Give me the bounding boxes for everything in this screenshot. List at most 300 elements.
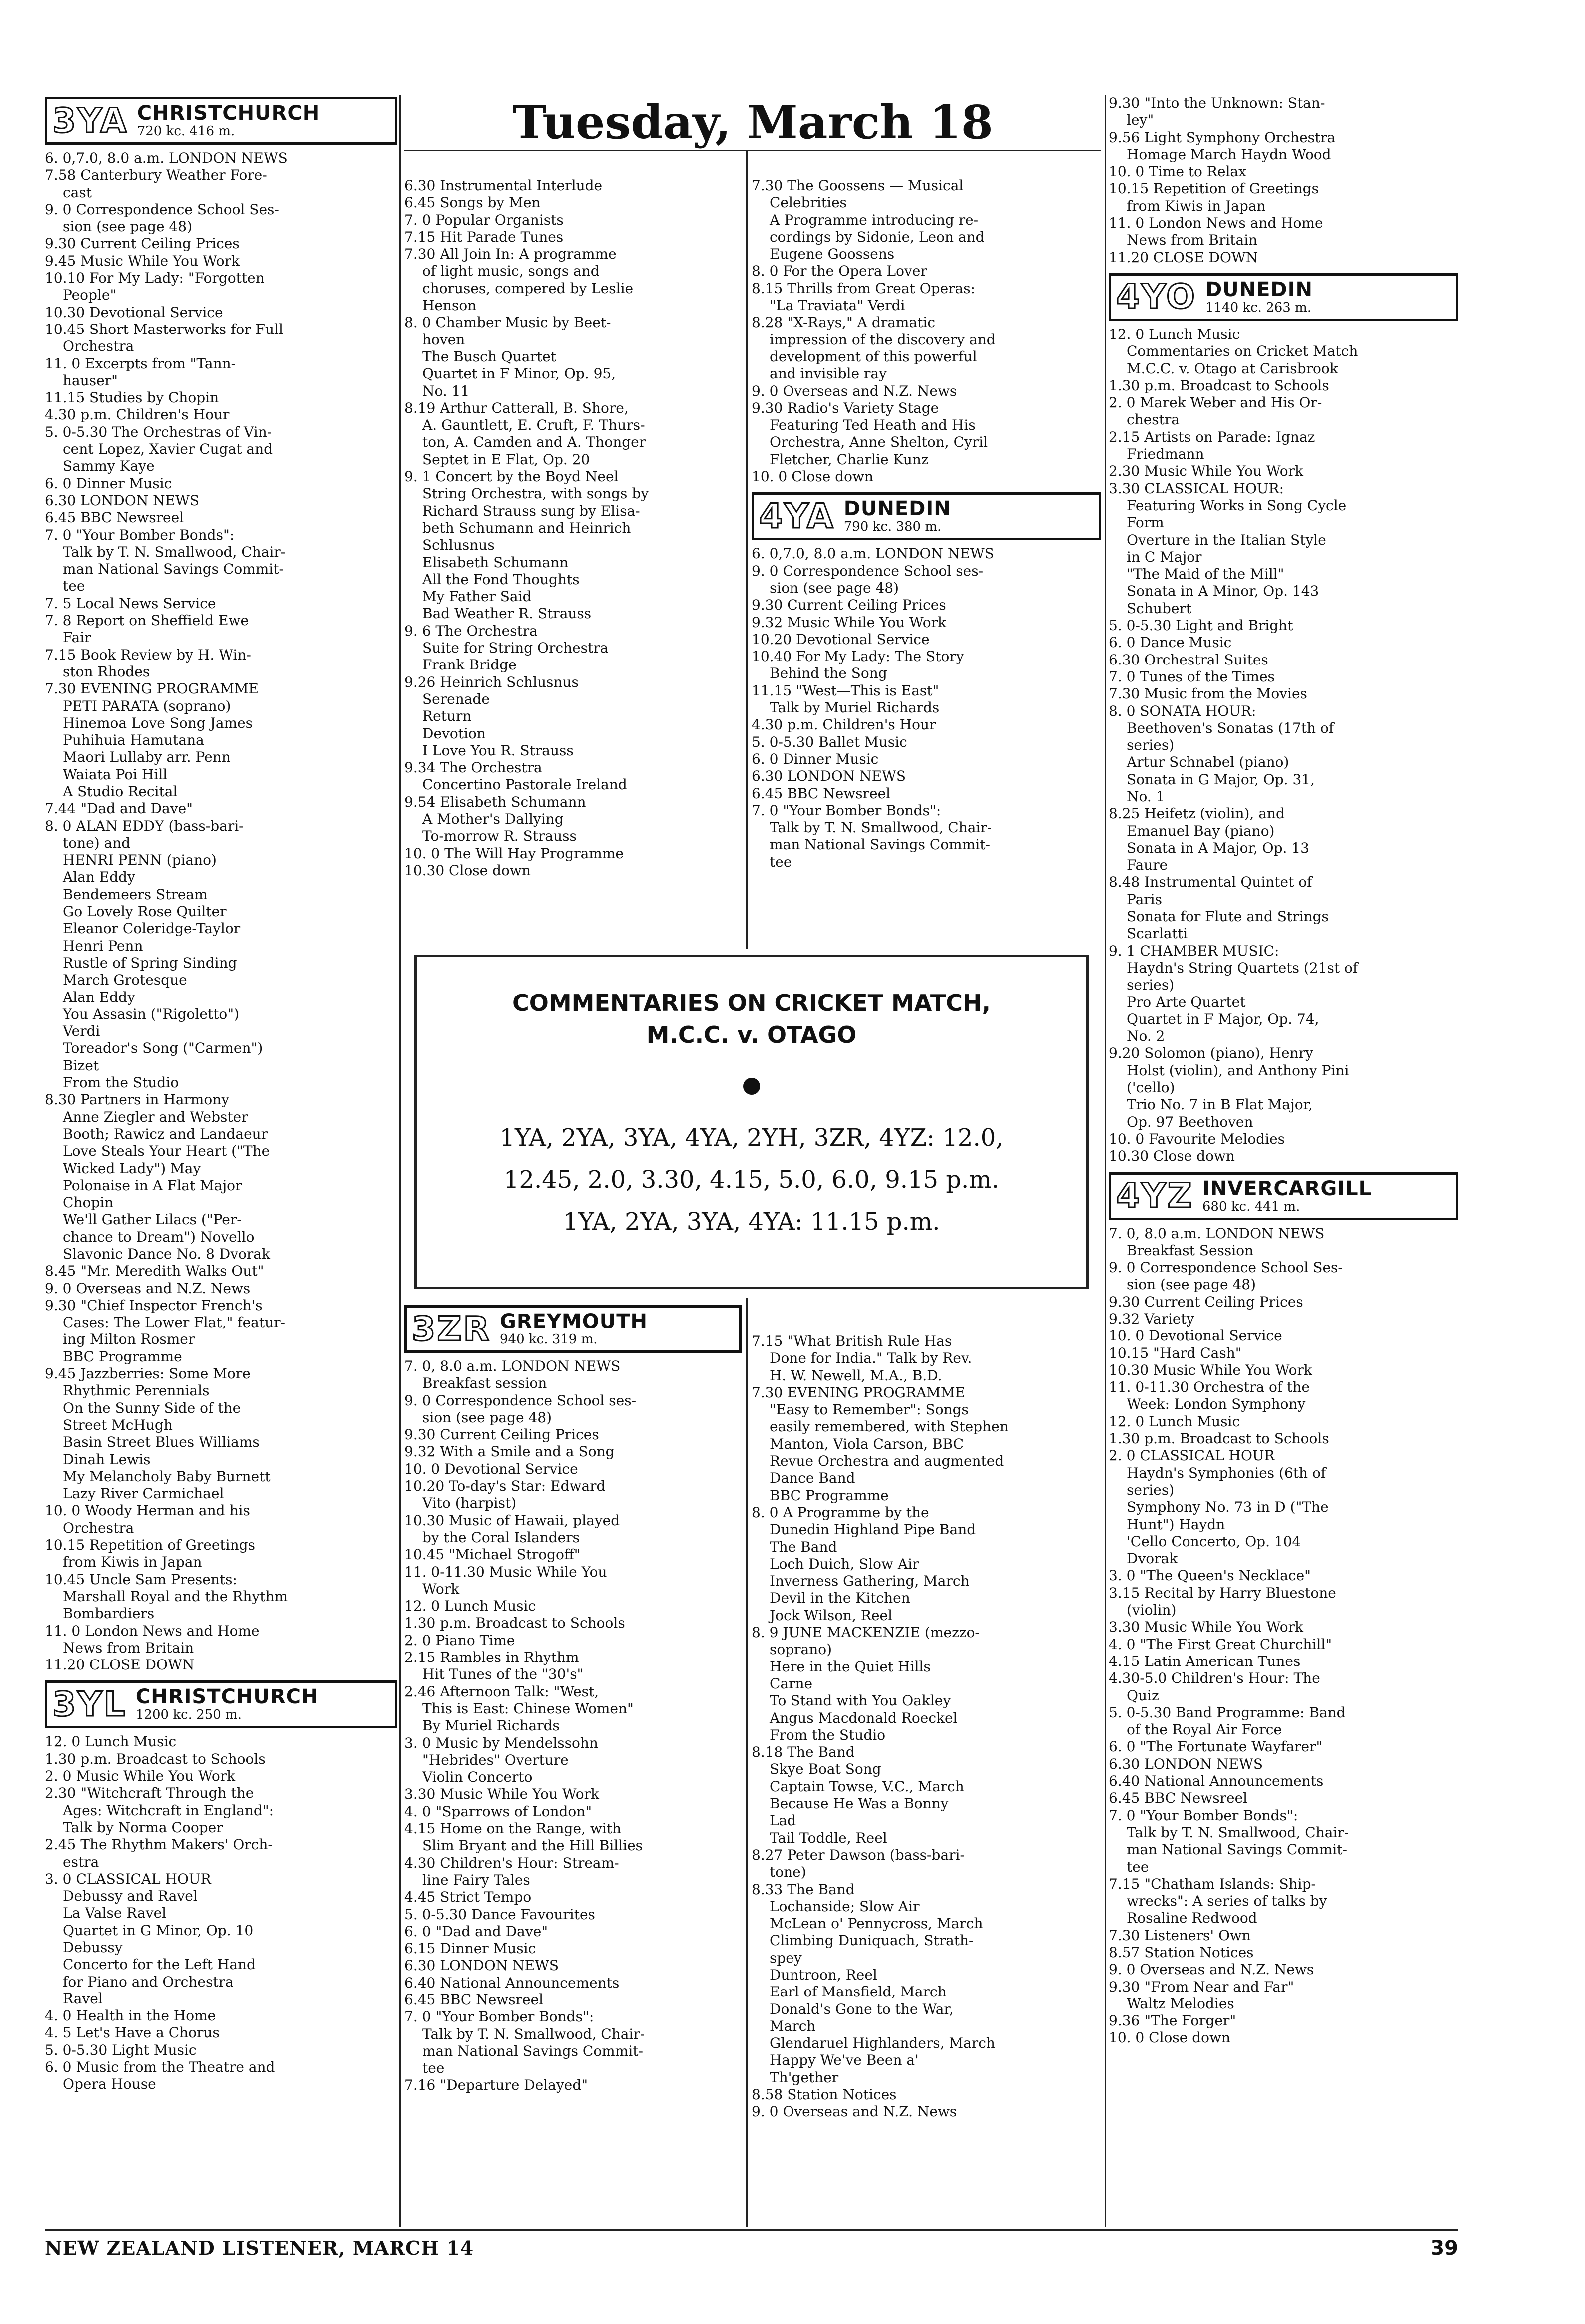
programme-line: 6. 0 Music from the Theatre and [45, 2059, 275, 2076]
station-frequency: 1140 kc. 263 m. [1205, 300, 1312, 315]
station-logo: 3YA [52, 101, 128, 141]
programme-line: 9. 0 Correspondence School ses- [404, 1392, 637, 1409]
programme-line: Debussy [63, 1939, 123, 1956]
programme-line: March Grotesque [63, 972, 187, 989]
station-frequency: 940 kc. 319 m. [499, 1332, 598, 1347]
programme-line: My Melancholy Baby Burnett [63, 1468, 271, 1485]
programme-line: A Mother's Dallying [422, 810, 564, 827]
programme-line: Angus Macdonald Roeckel [770, 1709, 958, 1726]
programme-line: 8. 0 Chamber Music by Beet- [404, 314, 611, 331]
programme-line: Jock Wilson, Reel [770, 1607, 893, 1624]
programme-line: You Assasin ("Rigoletto") [63, 1005, 240, 1022]
programme-line: 6.30 LONDON NEWS [752, 768, 906, 785]
programme-line: for Piano and Orchestra [63, 1973, 234, 1990]
programme-line: 4.30 p.m. Children's Hour [45, 406, 230, 423]
programme-line: 5. 0-5.30 Light Music [45, 2041, 197, 2058]
programme-line: 9.26 Heinrich Schlusnus [404, 673, 579, 690]
programme-line: 9. 0 Correspondence School ses- [752, 562, 984, 579]
programme-line: 11. 0 Excerpts from "Tann- [45, 355, 236, 372]
programme-line: HENRI PENN (piano) [63, 852, 217, 869]
programme-line: From the Studio [63, 1074, 179, 1091]
programme-line: 10. 0 Devotional Service [404, 1460, 578, 1477]
programme-line: 4. 5 Let's Have a Chorus [45, 2024, 220, 2041]
programme-line: Lochanside; Slow Air [770, 1898, 920, 1915]
listing-4ya [752, 545, 1101, 871]
programme-line: 4.30 Children's Hour: Stream- [404, 1854, 619, 1871]
programme-line: Hit Tunes of the "30's" [422, 1666, 584, 1683]
programme-line: tee [1127, 1858, 1149, 1875]
programme-line: 2. 0 Piano Time [404, 1632, 515, 1649]
programme-line: ton, A. Camden and A. Thonger [422, 434, 646, 451]
column-3 [752, 177, 1101, 871]
programme-line: Haydn's String Quartets (21st of [1127, 959, 1358, 976]
listing-4ya-late [1109, 95, 1458, 266]
programme-line: of light music, songs and [422, 263, 600, 280]
programme-line: 11. 0 London News and Home [45, 1622, 260, 1639]
programme-line: 6.40 National Announcements [404, 1974, 620, 1991]
programme-line: Trio No. 7 in B Flat Major, [1127, 1096, 1313, 1113]
programme-line: series) [1127, 977, 1175, 994]
station-logo: 4YO [1116, 277, 1196, 317]
programme-line: 10.45 Short Masterworks for Full [45, 321, 283, 337]
station-frequency: 680 kc. 441 m. [1202, 1199, 1300, 1214]
programme-line: 2.30 "Witchcraft Through the [45, 1785, 254, 1802]
programme-line: Bad Weather R. Strauss [422, 605, 592, 622]
programme-line: 6.45 BBC Newsreel [404, 1991, 544, 2008]
programme-line: 7.15 "What British Rule Has [752, 1333, 952, 1349]
programme-line: Dvorak [1127, 1550, 1178, 1567]
programme-line: cordings by Sidonie, Leon and [770, 228, 985, 245]
programme-line: The Band [770, 1538, 837, 1555]
programme-line: 9. 6 The Orchestra [404, 622, 538, 639]
programme-line: Bizet [63, 1057, 99, 1074]
programme-line: 8.30 Partners in Harmony [45, 1091, 230, 1108]
programme-line: Anne Ziegler and Webster [63, 1108, 248, 1125]
programme-line: 11.15 Studies by Chopin [45, 389, 219, 406]
programme-line: Duntroon, Reel [770, 1966, 877, 1983]
programme-line: 6. 0,7.0, 8.0 a.m. LONDON NEWS [752, 545, 994, 562]
programme-line: 3. 0 Music by Mendelssohn [404, 1734, 598, 1751]
programme-line: sion (see page 48) [1127, 1276, 1256, 1293]
programme-line: Climbing Duniquach, Strath- [770, 1932, 974, 1949]
box-line: 1YA, 2YA, 3YA, 4YA, 2YH, 3ZR, 4YZ: 12.0, [499, 1124, 1004, 1152]
station-name: DUNEDIN [1205, 278, 1313, 301]
programme-line: tee [770, 853, 792, 870]
programme-line: Opera House [63, 2076, 156, 2093]
bullet-dot [743, 1078, 760, 1095]
programme-line: Symphony No. 73 in D ("The [1127, 1499, 1329, 1516]
programme-line: of the Royal Air Force [1127, 1721, 1282, 1738]
programme-line: Celebrities [770, 194, 847, 211]
programme-line: 6.30 LONDON NEWS [404, 1957, 559, 1974]
programme-line: 7.44 "Dad and Dave" [45, 800, 193, 817]
programme-line: ing Milton Rosmer [63, 1331, 195, 1348]
programme-line: 7. 0 "Your Bomber Bonds": [1109, 1807, 1298, 1824]
programme-line: To Stand with You Oakley [770, 1692, 951, 1709]
programme-line: 10.30 Close down [404, 862, 531, 879]
programme-line: 8. 0 For the Opera Lover [752, 263, 927, 280]
programme-line: 9.56 Light Symphony Orchestra [1109, 129, 1336, 146]
programme-line: 6. 0,7.0, 8.0 a.m. LONDON NEWS [45, 150, 288, 166]
programme-line: Elisabeth Schumann [422, 554, 569, 571]
programme-line: Chopin [63, 1194, 114, 1211]
programme-line: 6.45 BBC Newsreel [1109, 1790, 1248, 1807]
programme-line: A Studio Recital [63, 783, 178, 800]
programme-line: 7.15 Book Review by H. Win- [45, 646, 251, 663]
programme-line: Quartet in G Minor, Op. 10 [63, 1922, 254, 1939]
programme-line: line Fairy Tales [422, 1871, 530, 1888]
programme-line: 3.30 Music While You Work [1109, 1619, 1303, 1636]
programme-line: 8.48 Instrumental Quintet of [1109, 874, 1312, 891]
station-header-3yl [45, 1680, 397, 1728]
station-name: GREYMOUTH [499, 1310, 648, 1333]
programme-line: "La Traviata" Verdi [770, 297, 905, 314]
programme-line: 3. 0 "The Queen's Necklace" [1109, 1567, 1311, 1584]
programme-line: impression of the discovery and [770, 331, 996, 348]
programme-line: wrecks": A series of talks by [1127, 1893, 1327, 1910]
programme-line: man National Savings Commit- [1127, 1841, 1347, 1858]
programme-line: 7.30 EVENING PROGRAMME [45, 680, 259, 697]
programme-line: man National Savings Commit- [770, 836, 990, 853]
programme-line: Hunt") Haydn [1127, 1516, 1225, 1533]
programme-line: 10.30 Music While You Work [1109, 1361, 1312, 1378]
programme-line: estra [63, 1853, 99, 1870]
programme-line: 2. 0 Marek Weber and His Or- [1109, 394, 1322, 411]
box-line: 12.45, 2.0, 3.30, 4.15, 5.0, 6.0, 9.15 p.m. [503, 1166, 1000, 1194]
programme-line: Return [422, 708, 472, 725]
programme-line: 8.33 The Band [752, 1881, 855, 1898]
programme-line: 10. 0 Close down [1109, 2029, 1231, 2046]
station-logo: 3YL [52, 1684, 127, 1724]
programme-line: Puhihuia Hamutana [63, 732, 204, 749]
programme-line: M.C.C. v. Otago at Carisbrook [1127, 360, 1338, 377]
station-logo: 3ZR [412, 1309, 491, 1349]
listing-3zr [404, 1358, 742, 2094]
listing-4yo-evening [752, 177, 1101, 485]
programme-line: 7. 0 "Your Bomber Bonds": [404, 2008, 594, 2025]
station-frequency: 790 kc. 380 m. [843, 519, 942, 535]
programme-line: Sonata in G Major, Op. 31, [1127, 771, 1315, 788]
programme-line: Orchestra [63, 338, 134, 355]
programme-line: News from Britain [1127, 232, 1258, 249]
programme-line: in C Major [1127, 548, 1202, 565]
programme-line: 9.36 "The Forger" [1109, 2012, 1236, 2029]
programme-line: 6. 0 Dinner Music [45, 475, 172, 492]
programme-line: 7.15 Hit Parade Tunes [404, 228, 564, 245]
programme-line: 9.30 Current Ceiling Prices [404, 1426, 599, 1443]
programme-line: String Orchestra, with songs by [422, 485, 649, 502]
programme-line: H. W. Newell, M.A., B.D. [770, 1367, 942, 1384]
programme-line: 8.19 Arthur Catterall, B. Shore, [404, 399, 629, 416]
programme-line: chance to Dream") Novello [63, 1228, 255, 1245]
programme-line: 7.58 Canterbury Weather Fore- [45, 167, 267, 184]
programme-line: Love Steals Your Heart ("The [63, 1143, 270, 1160]
programme-line: Waiata Poi Hill [63, 766, 168, 783]
programme-line: This is East: Chinese Women" [422, 1700, 634, 1717]
programme-line: Earl of Mansfield, March [770, 1984, 947, 2000]
listing-3yl [45, 1733, 397, 2093]
box-subtitle: M.C.C. v. OTAGO [646, 1021, 857, 1048]
programme-line: 10.40 For My Lady: The Story [752, 648, 964, 665]
programme-line: Breakfast Session [1127, 1242, 1254, 1259]
programme-line: Pro Arte Quartet [1127, 994, 1246, 1010]
programme-line: 8.27 Peter Dawson (bass-bari- [752, 1846, 965, 1863]
programme-line: "The Maid of the Mill" [1127, 566, 1284, 583]
programme-line: 4.45 Strict Tempo [404, 1889, 532, 1906]
cricket-commentary-box [414, 955, 1089, 1289]
programme-line: 10.15 Repetition of Greetings [45, 1537, 255, 1554]
programme-line: 9.30 "Chief Inspector French's [45, 1297, 263, 1314]
station-name: CHRISTCHURCH [137, 102, 320, 125]
programme-line: tone) [770, 1864, 806, 1881]
programme-line: 4. 0 "The First Great Churchill" [1109, 1636, 1332, 1653]
programme-line: 10. 0 Woody Herman and his [45, 1502, 250, 1519]
programme-line: 8. 9 JUNE MACKENZIE (mezzo- [752, 1624, 980, 1641]
publication-line: NEW ZEALAND LISTENER, MARCH 14 [45, 2237, 474, 2259]
programme-line: Dunedin Highland Pipe Band [770, 1521, 976, 1538]
programme-line: 11. 0 London News and Home [1109, 215, 1323, 232]
programme-line: 10.15 Repetition of Greetings [1109, 180, 1319, 197]
programme-line: 9.32 Music While You Work [752, 614, 946, 631]
programme-line: Violin Concerto [422, 1769, 533, 1786]
programme-line: 6.45 BBC Newsreel [45, 509, 184, 526]
programme-line: 7. 0 Tunes of the Times [1109, 668, 1275, 685]
programme-line: Talk by T. N. Smallwood, Chair- [1127, 1824, 1349, 1841]
programme-line: 9.32 Variety [1109, 1311, 1194, 1327]
programme-line: 9. 0 Correspondence School Ses- [1109, 1259, 1343, 1276]
programme-line: 6.30 Orchestral Suites [1109, 651, 1268, 668]
programme-line: 2.46 Afternoon Talk: "West, [404, 1683, 599, 1700]
programme-line: sion (see page 48) [63, 218, 193, 235]
programme-line: Orchestra [63, 1519, 134, 1536]
programme-line: Th'gether [770, 2069, 839, 2086]
programme-line: 6. 0 Dinner Music [752, 750, 879, 767]
programme-line: 10.30 Devotional Service [45, 304, 223, 321]
programme-line: Henson [422, 297, 477, 314]
programme-line: Skye Boat Song [770, 1761, 881, 1778]
programme-line: Paris [1127, 891, 1162, 908]
programme-line: Sammy Kaye [63, 458, 155, 475]
programme-line: 3. 0 CLASSICAL HOUR [45, 1870, 211, 1887]
programme-line: by the Coral Islanders [422, 1529, 580, 1546]
programme-line: 10. 0 Time to Relax [1109, 163, 1246, 180]
programme-line: soprano) [770, 1641, 832, 1658]
programme-line: from Kiwis in Japan [1127, 197, 1266, 214]
programme-line: Here in the Quiet Hills [770, 1658, 931, 1675]
programme-line: 9. 0 Correspondence School Ses- [45, 201, 279, 218]
programme-line: Street McHugh [63, 1416, 173, 1433]
programme-line: 12. 0 Lunch Music [404, 1598, 536, 1615]
programme-line: Hinemoa Love Song James [63, 714, 253, 731]
programme-line: 5. 0-5.30 Band Programme: Band [1109, 1704, 1346, 1721]
programme-line: Booth; Rawicz and Landaeur [63, 1125, 268, 1142]
programme-line: 11.15 "West—This is East" [752, 682, 939, 699]
programme-line: A Programme introducing re- [770, 211, 979, 228]
programme-line: 6. 0 "Dad and Dave" [404, 1923, 548, 1940]
programme-line: 8. 0 SONATA HOUR: [1109, 702, 1256, 719]
programme-line: 9. 0 Overseas and N.Z. News [752, 2103, 957, 2120]
station-frequency: 1200 kc. 250 m. [135, 1707, 242, 1723]
programme-line: 11.20 CLOSE DOWN [45, 1657, 195, 1673]
programme-line: 2.45 The Rhythm Makers' Orch- [45, 1836, 273, 1853]
programme-line: Rustle of Spring Sinding [63, 954, 237, 971]
programme-line: Tail Toddle, Reel [770, 1829, 887, 1846]
station-frequency: 720 kc. 416 m. [137, 124, 235, 139]
programme-line: 7. 0 Popular Organists [404, 211, 564, 228]
programme-line: Talk by Norma Cooper [63, 1819, 223, 1836]
page-title: Tuesday, March 18 [404, 95, 1101, 151]
programme-line: Happy We've Been a' [770, 2052, 919, 2069]
programme-line: 2.15 Rambles in Rhythm [404, 1649, 579, 1666]
programme-line: Fair [63, 629, 91, 646]
programme-line: Artur Schnabel (piano) [1127, 754, 1289, 771]
programme-line: Fletcher, Charlie Kunz [770, 451, 929, 468]
programme-line: cast [63, 184, 92, 201]
programme-line: 10.20 To-day's Star: Edward [404, 1478, 606, 1495]
programme-line: 6.15 Dinner Music [404, 1940, 536, 1957]
programme-line: Quiz [1127, 1687, 1159, 1704]
programme-line: chestra [1127, 411, 1180, 428]
programme-line: Inverness Gathering, March [770, 1573, 970, 1590]
programme-line: 5. 0-5.30 Light and Bright [1109, 617, 1293, 634]
programme-line: Quartet in F Minor, Op. 95, [422, 365, 616, 382]
programme-line: Commentaries on Cricket Match [1127, 343, 1358, 360]
programme-line: Slavonic Dance No. 8 Dvorak [63, 1246, 270, 1262]
programme-line: Bombardiers [63, 1605, 155, 1622]
programme-line: Devil in the Kitchen [770, 1590, 910, 1607]
programme-line: 7.16 "Departure Delayed" [404, 2077, 588, 2094]
programme-line: 9.30 Current Ceiling Prices [1109, 1293, 1303, 1310]
programme-line: 9.30 "From Near and Far" [1109, 1978, 1294, 1995]
programme-line: sion (see page 48) [770, 579, 899, 596]
programme-line: 6.30 Instrumental Interlude [404, 177, 603, 194]
listing-4ya-evening [752, 1333, 1101, 2121]
programme-line: Talk by T. N. Smallwood, Chair- [770, 819, 992, 836]
programme-line: Dinah Lewis [63, 1451, 151, 1468]
programme-line: Eugene Goossens [770, 246, 895, 263]
programme-line: BBC Programme [63, 1348, 182, 1365]
programme-line: Friedmann [1127, 446, 1204, 463]
station-header-3ya [45, 97, 397, 145]
programme-line: By Muriel Richards [422, 1717, 560, 1734]
programme-line: sion (see page 48) [422, 1409, 552, 1426]
column-1 [45, 95, 397, 2093]
programme-line: 1.30 p.m. Broadcast to Schools [45, 1750, 266, 1767]
column-rule [399, 95, 401, 2227]
programme-line: Lad [770, 1812, 796, 1829]
programme-line: Carne [770, 1675, 813, 1692]
programme-line: from Kiwis in Japan [63, 1554, 202, 1571]
programme-line: PETI PARATA (soprano) [63, 697, 231, 714]
programme-line: 11. 0-11.30 Music While You [404, 1563, 607, 1580]
programme-line: man National Savings Commit- [422, 2042, 643, 2059]
programme-line: 9.32 With a Smile and a Song [404, 1443, 615, 1460]
programme-line: 9. 1 Concert by the Boyd Neel [404, 468, 619, 485]
programme-line: 1.30 p.m. Broadcast to Schools [404, 1615, 625, 1632]
programme-line: Lazy River Carmichael [63, 1485, 224, 1502]
programme-line: tee [63, 578, 85, 595]
programme-line: 10. 0 Favourite Melodies [1109, 1130, 1285, 1147]
listing-4yo [1109, 326, 1458, 1165]
programme-line: 9.34 The Orchestra [404, 759, 542, 776]
programme-line: 2. 0 CLASSICAL HOUR [1109, 1447, 1275, 1464]
programme-line: 1.30 p.m. Broadcast to Schools [1109, 1430, 1329, 1447]
programme-line: Beethoven's Sonatas (17th of [1127, 719, 1334, 736]
programme-line: 9.30 Current Ceiling Prices [752, 597, 946, 614]
station-name: INVERCARGILL [1202, 1177, 1372, 1200]
programme-line: Loch Duich, Slow Air [770, 1555, 919, 1572]
programme-line: Behind the Song [770, 665, 887, 682]
programme-line: No. 1 [1127, 788, 1165, 805]
programme-line: Dance Band [770, 1470, 855, 1487]
listing-3ya [45, 150, 397, 1673]
programme-line: Schlusnus [422, 537, 495, 554]
programme-line: 11.20 CLOSE DOWN [1109, 249, 1258, 266]
programme-line: "Easy to Remember": Songs [770, 1401, 969, 1418]
station-logo: 4YA [759, 496, 835, 536]
programme-line: Talk by Muriel Richards [770, 699, 940, 716]
programme-line: To-morrow R. Strauss [422, 828, 577, 845]
programme-line: Donald's Gone to the War, [770, 2000, 954, 2017]
programme-line: From the Studio [770, 1726, 886, 1743]
programme-line: Toreador's Song ("Carmen") [63, 1040, 263, 1057]
programme-line: Talk by T. N. Smallwood, Chair- [63, 543, 286, 560]
programme-line: Faure [1127, 857, 1168, 874]
programme-line: Waltz Melodies [1127, 1995, 1234, 2012]
programme-line: 7.30 All Join In: A programme [404, 246, 617, 263]
page-number: 39 [1430, 2237, 1458, 2260]
programme-line: Frank Bridge [422, 657, 517, 673]
programme-line: Sonata in A Minor, Op. 143 [1127, 583, 1319, 600]
programme-line: Henri Penn [63, 937, 143, 954]
programme-line: 9.30 Radio's Variety Stage [752, 399, 939, 416]
programme-line: tone) and [63, 834, 131, 851]
programme-line: spey [770, 1949, 802, 1966]
programme-line: All the Fond Thoughts [422, 571, 580, 588]
programme-line: Scarlatti [1127, 925, 1188, 942]
programme-line: March [770, 2017, 816, 2034]
programme-line: Glendaruel Highlanders, March [770, 2035, 995, 2052]
programme-line: 4.30 p.m. Children's Hour [752, 716, 936, 733]
programme-line: cent Lopez, Xavier Cugat and [63, 441, 273, 458]
programme-line: choruses, compered by Leslie [422, 280, 634, 297]
programme-line: 4. 0 "Sparrows of London" [404, 1803, 592, 1820]
programme-line: 4.30-5.0 Children's Hour: The [1109, 1670, 1320, 1687]
programme-line: 6.30 LONDON NEWS [45, 492, 199, 509]
programme-line: 3.15 Recital by Harry Bluestone [1109, 1584, 1336, 1601]
programme-line: Talk by T. N. Smallwood, Chair- [422, 2025, 645, 2042]
programme-line: 9. 1 CHAMBER MUSIC: [1109, 942, 1279, 959]
programme-line: 10.10 For My Lady: "Forgotten [45, 270, 265, 287]
programme-line: 8.18 The Band [752, 1744, 855, 1761]
programme-line: 2.30 Music While You Work [1109, 463, 1303, 480]
programme-line: 8. 0 ALAN EDDY (bass-bari- [45, 817, 244, 834]
programme-line: People" [63, 287, 117, 304]
programme-line: Eleanor Coleridge-Taylor [63, 920, 241, 937]
programme-line: 2.15 Artists on Parade: Ignaz [1109, 428, 1315, 445]
programme-line: development of this powerful [770, 348, 977, 365]
box-title: COMMENTARIES ON CRICKET MATCH, [512, 990, 991, 1016]
programme-line: Alan Eddy [63, 989, 135, 1005]
programme-line: I Love You R. Strauss [422, 742, 574, 759]
programme-line: 5. 0-5.30 Ballet Music [752, 733, 907, 750]
programme-line: 8.58 Station Notices [752, 2086, 897, 2103]
programme-line: Featuring Works in Song Cycle [1127, 497, 1347, 514]
programme-line: 10. 0 The Will Hay Programme [404, 845, 624, 862]
programme-line: Richard Strauss sung by Elisa- [422, 502, 640, 519]
programme-line: 10. 0 Close down [752, 468, 874, 485]
programme-line: 8. 0 A Programme by the [752, 1504, 929, 1521]
